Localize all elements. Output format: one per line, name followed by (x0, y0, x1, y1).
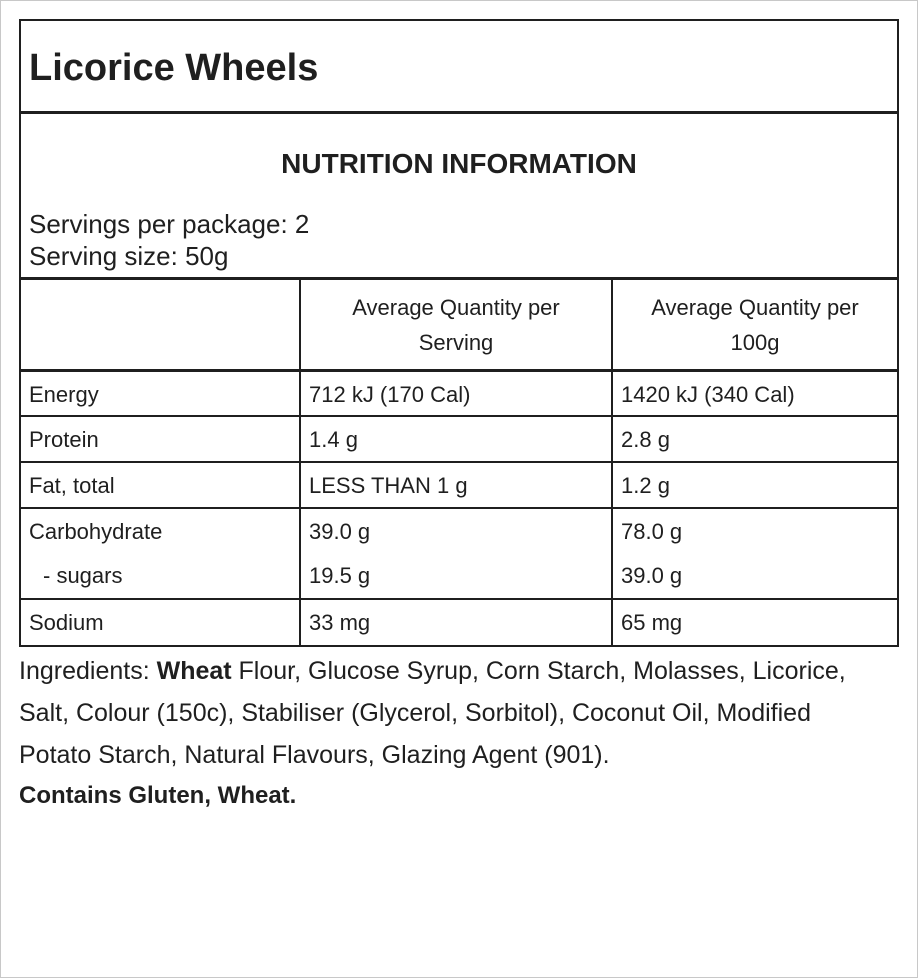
nutrient-label: Carbohydrate (29, 519, 163, 544)
nutrition-panel (19, 19, 899, 647)
nutrient-label: Protein (21, 416, 300, 462)
per-100g-value: 65 mg (612, 599, 897, 645)
column-header-per-serving: Average Quantity per Serving (300, 280, 612, 370)
product-title-bar (21, 21, 897, 114)
serving-info (29, 208, 309, 272)
nutrient-label: Energy (21, 370, 300, 416)
per-100g-value: 1420 kJ (340 Cal) (612, 370, 897, 416)
nutrition-heading: NUTRITION INFORMATION (281, 148, 637, 179)
per-serving-group (300, 508, 612, 599)
ingredients-text (19, 650, 889, 776)
per-serving-value: LESS THAN 1 g (300, 462, 612, 508)
product-title: Licorice Wheels (29, 46, 319, 89)
per-serving-value: 33 mg (300, 599, 612, 645)
column-header-nutrient (21, 280, 300, 370)
sub-per-serving-value: 19.5 g (309, 563, 371, 588)
table-header-row (21, 280, 897, 370)
table-row (21, 462, 897, 508)
per-100g-group (612, 508, 897, 599)
ingredients-prefix: Ingredients: (19, 657, 157, 685)
nutrition-info-header (21, 114, 897, 280)
sub-nutrient-label: - sugars (43, 563, 123, 588)
table-row (21, 370, 897, 416)
ingredients-allergen-word: Wheat (156, 657, 232, 685)
ingredients-list: Flour, Glucose Syrup, Corn Starch, Molasses, Licorice, Salt, Colour (150c), Stabiliser (Glycerol, Sorbitol), Coconut Oil, Modified Potato Starch, Natural Flavours, Glazing Agent (901). (19, 657, 846, 769)
nutrient-label: Fat, total (21, 462, 300, 508)
per-serving-value: 1.4 g (300, 416, 612, 462)
column-header-per-100g: Average Quantity per 100g (612, 280, 897, 370)
nutrient-label-group (21, 508, 300, 599)
table-row (21, 508, 897, 599)
allergen-statement: Contains Gluten, Wheat. (19, 782, 297, 809)
table-row (21, 599, 897, 645)
per-100g-value: 2.8 g (612, 416, 897, 462)
per-100g-value: 1.2 g (612, 462, 897, 508)
serving-size: Serving size: 50g (29, 241, 229, 271)
per-serving-value: 39.0 g (309, 519, 371, 544)
table-row (21, 416, 897, 462)
nutrient-label: Sodium (21, 599, 300, 645)
nutrition-table (21, 280, 897, 645)
sub-per-100g-value: 39.0 g (621, 563, 683, 588)
servings-per-package: Servings per package: 2 (29, 209, 310, 239)
per-serving-value: 712 kJ (170 Cal) (300, 370, 612, 416)
per-100g-value: 78.0 g (621, 519, 683, 544)
